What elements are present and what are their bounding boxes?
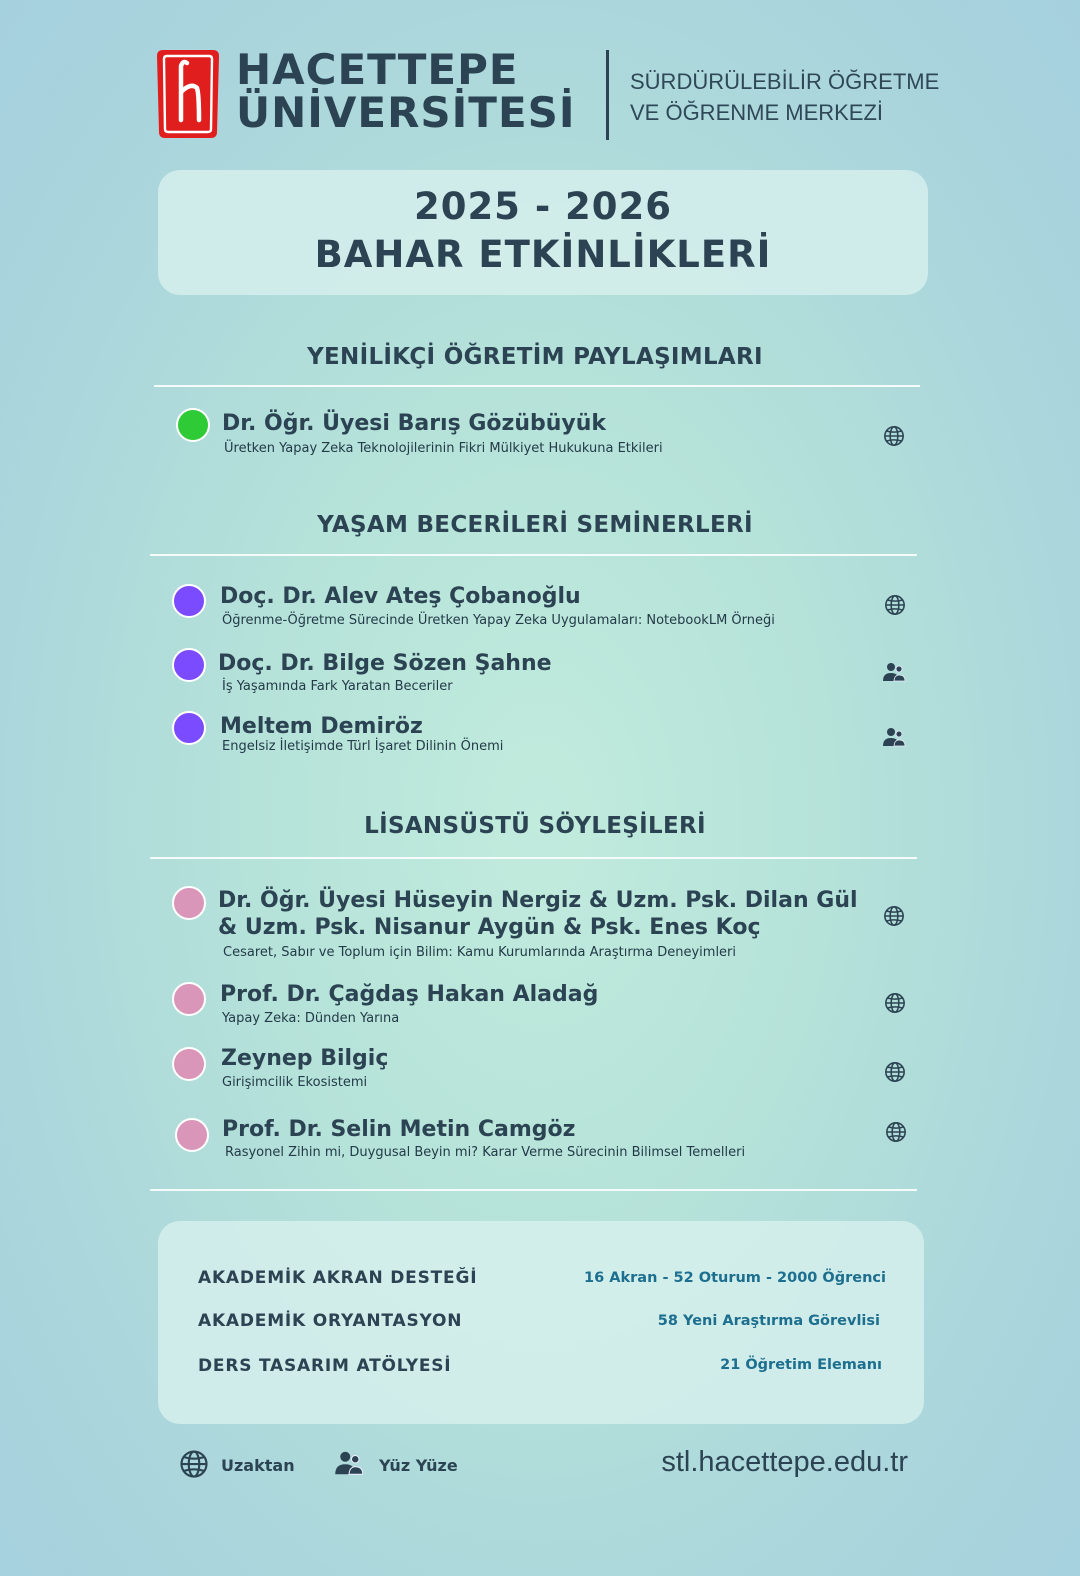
title-box [158, 170, 928, 295]
event-speaker: Dr. Öğr. Üyesi Hüseyin Nergiz & Uzm. Psk. Dilan Gül & Uzm. Psk. Nisanur Aygün & Psk. Enes Koç [218, 888, 858, 940]
university-name-line1: HACETTEPE [236, 45, 519, 94]
section-divider [150, 1189, 917, 1191]
people-icon [882, 725, 904, 747]
event-topic: Girişimcilik Ekosistemi [222, 1075, 368, 1090]
event-dot [175, 1118, 209, 1152]
stat-label-course-design: DERS TASARIM ATÖLYESİ [198, 1356, 452, 1376]
section-divider [154, 385, 920, 387]
header-divider [606, 50, 609, 140]
stat-value-peer-support: 16 Akran - 52 Oturum - 2000 Öğrenci [584, 1270, 886, 1286]
section-divider [150, 554, 917, 556]
event-dot [172, 648, 206, 682]
globe-icon [884, 594, 906, 616]
event-speaker: Doç. Dr. Alev Ateş Çobanoğlu [220, 584, 581, 609]
center-name-line1: SÜRDÜRÜLEBİLİR ÖĞRETME [630, 69, 940, 94]
title-heading: BAHAR ETKİNLİKLERİ [314, 233, 772, 276]
event-speaker: Doç. Dr. Bilge Sözen Şahne [218, 651, 552, 676]
event-dot [172, 584, 206, 618]
event-topic: Yapay Zeka: Dünden Yarına [222, 1011, 400, 1026]
event-dot [172, 982, 206, 1016]
event-speaker: Prof. Dr. Çağdaş Hakan Aladağ [220, 982, 599, 1007]
globe-icon [883, 425, 905, 447]
event-speaker: Meltem Demiröz [220, 714, 423, 739]
university-name [236, 45, 596, 137]
globe-icon [884, 1061, 906, 1083]
section-divider [150, 857, 917, 859]
stat-label-peer-support: AKADEMİK AKRAN DESTEĞİ [198, 1268, 478, 1288]
globe-icon [179, 1449, 209, 1479]
center-name-line2: VE ÖĞRENME MERKEZİ [630, 100, 884, 125]
event-dot [172, 1047, 206, 1081]
event-topic: Üretken Yapay Zeka Teknolojilerinin Fikri Mülkiyet Hukukuna Etkileri [224, 441, 663, 456]
globe-icon [884, 992, 906, 1014]
event-dot [172, 886, 206, 920]
event-topic: İş Yaşamında Fark Yaratan Beceriler [222, 679, 453, 694]
globe-icon [885, 1121, 907, 1143]
title-years: 2025 - 2026 [413, 185, 673, 228]
stat-value-orientation: 58 Yeni Araştırma Görevlisi [657, 1313, 880, 1329]
event-speaker: Dr. Öğr. Üyesi Barış Gözübüyük [222, 411, 607, 436]
event-topic: Engelsiz İletişimde Türl İşaret Dilinin Önemi [222, 739, 504, 754]
people-icon [882, 660, 904, 682]
legend-in-person-label: Yüz Yüze [379, 1456, 458, 1475]
event-topic: Rasyonel Zihin mi, Duygusal Beyin mi? Karar Verme Sürecinin Bilimsel Temelleri [225, 1145, 746, 1160]
stat-value-course-design: 21 Öğretim Elemanı [720, 1357, 882, 1373]
globe-icon [883, 905, 905, 927]
event-dot [176, 408, 210, 442]
event-speaker: Prof. Dr. Selin Metin Camgöz [222, 1117, 576, 1142]
university-name-line2: ÜNİVERSİTESİ [236, 88, 576, 137]
people-icon [334, 1448, 364, 1478]
legend-remote-label: Uzaktan [221, 1456, 295, 1475]
event-dot [172, 711, 206, 745]
event-topic: Cesaret, Sabır ve Toplum için Bilim: Kamu Kurumlarında Araştırma Deneyimleri [223, 945, 737, 960]
event-topic: Öğrenme-Öğretme Sürecinde Üretken Yapay Zeka Uygulamaları: NotebookLM Örneği [222, 613, 775, 628]
stat-label-orientation: AKADEMİK ORYANTASYON [198, 1311, 463, 1331]
section-title-graduate-talks: LİSANSÜSTÜ SÖYLEŞİLERİ [364, 813, 706, 839]
event-speaker: Zeynep Bilgiç [221, 1046, 389, 1071]
stats-box [158, 1221, 924, 1424]
university-logo-icon [155, 46, 221, 142]
section-title-life-skills: YAŞAM BECERİLERİ SEMİNERLERİ [317, 512, 753, 538]
website-link[interactable]: stl.hacettepe.edu.tr [661, 1446, 908, 1478]
section-title-innovative-teaching: YENİLİKÇİ ÖĞRETİM PAYLAŞIMLARI [307, 344, 763, 370]
center-name [630, 66, 950, 128]
